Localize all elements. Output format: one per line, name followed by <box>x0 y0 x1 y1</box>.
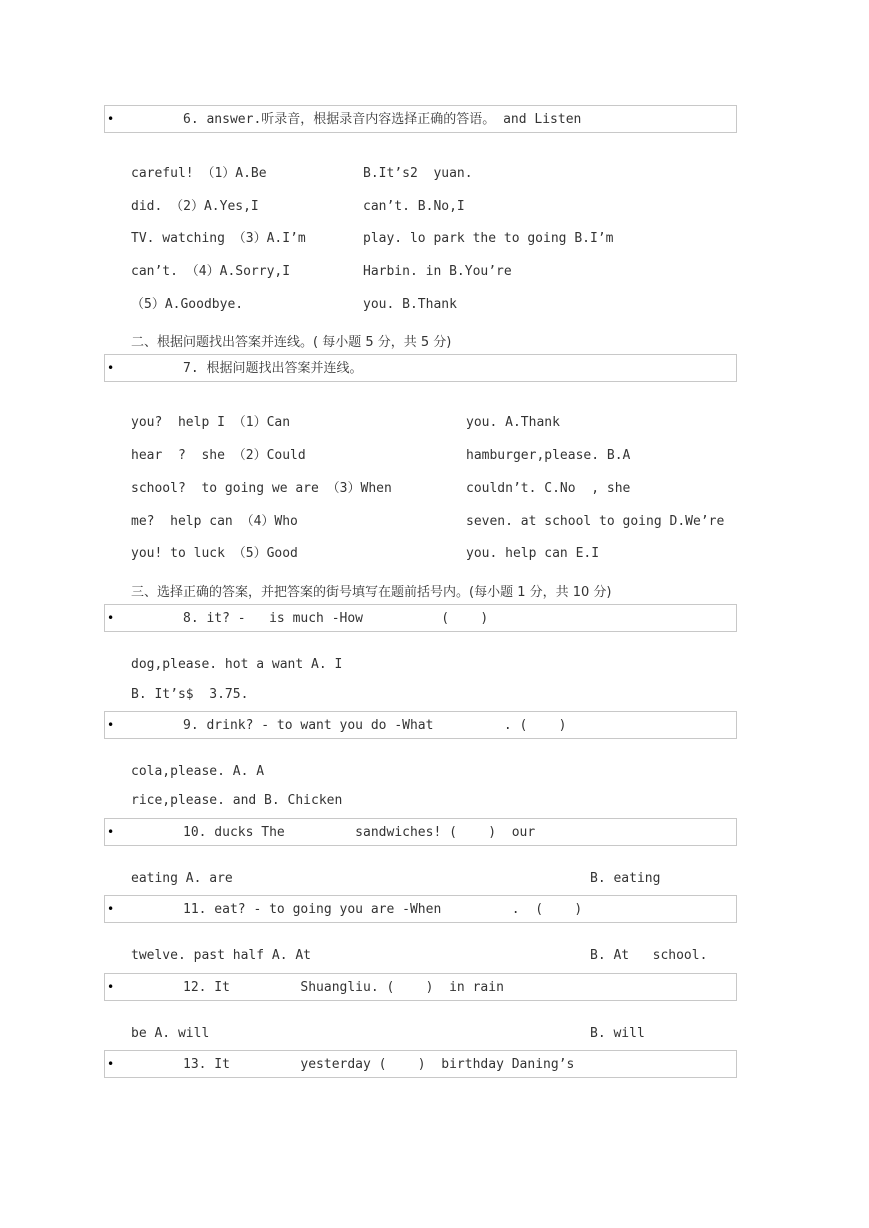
q6-row-5-right: you. B.Thank <box>363 297 457 312</box>
q12-option-b: B. will <box>590 1026 645 1041</box>
question-13-text: 13. It yesterday ( ) birthday Daning’s <box>183 1057 575 1072</box>
section-3-heading: 三、选择正确的答案，并把答案的街号填写在题前括号内。(每小题 1 分，共 10 分) <box>131 585 612 600</box>
section-2-heading: 二、根据问题找出答案并连线。( 每小题 5 分，共 5 分) <box>131 335 452 350</box>
q7-row-4-left: me? help can （4）Who <box>131 514 298 529</box>
q8-option-a: dog,please. hot a want A. I <box>131 657 343 672</box>
q7-row-1-left: you? help I （1）Can <box>131 415 291 430</box>
q10-option-a: eating A. are <box>131 871 233 886</box>
q7-row-1-right: you. A.Thank <box>466 415 560 430</box>
question-6-box <box>104 105 737 133</box>
bullet-icon: • <box>107 112 115 126</box>
q11-option-a: twelve. past half A. At <box>131 948 312 963</box>
q6-row-2-left: did. （2）A.Yes,I <box>131 199 259 214</box>
bullet-icon: • <box>107 1057 115 1071</box>
q7-row-2-left: hear ? she （2）Could <box>131 448 306 463</box>
q12-option-a: be A. will <box>131 1026 210 1041</box>
question-8-box <box>104 604 737 632</box>
q9-option-b: rice,please. and B. Chicken <box>131 793 343 808</box>
bullet-icon: • <box>107 980 115 994</box>
q6-row-3-left: TV. watching （3）A.I’m <box>131 231 306 246</box>
question-12-text: 12. It Shuangliu. ( ) in rain <box>183 980 504 995</box>
q6-row-2-right: can’t. B.No,I <box>363 199 465 214</box>
bullet-icon: • <box>107 611 115 625</box>
question-7-text: 7. 根据问题找出答案并连线。 <box>183 361 363 376</box>
q6-row-1-left: careful! （1）A.Be <box>131 166 267 181</box>
q10-option-b: B. eating <box>590 871 661 886</box>
question-9-box <box>104 711 737 739</box>
bullet-icon: • <box>107 902 115 916</box>
q9-option-a: cola,please. A. A <box>131 764 265 779</box>
bullet-icon: • <box>107 718 115 732</box>
bullet-icon: • <box>107 361 115 375</box>
question-11-text: 11. eat? - to going you are -When . ( ) <box>183 902 583 917</box>
question-11-box <box>104 895 737 923</box>
q8-option-b: B. It’s$ 3.75. <box>131 687 249 702</box>
question-10-box <box>104 818 737 846</box>
q6-row-4-left: can’t. （4）A.Sorry,I <box>131 264 291 279</box>
question-10-text: 10. ducks The sandwiches! ( ) our <box>183 825 536 840</box>
q7-row-5-right: you. help can E.I <box>466 546 600 561</box>
bullet-icon: • <box>107 825 115 839</box>
q7-row-4-right: seven. at school to going D.We’re <box>466 514 725 529</box>
question-8-text: 8. it? - is much -How ( ) <box>183 611 489 626</box>
question-7-box <box>104 354 737 382</box>
q7-row-5-left: you! to luck （5）Good <box>131 546 298 561</box>
question-12-box <box>104 973 737 1001</box>
q7-row-3-right: couldn’t. C.No , she <box>466 481 631 496</box>
q11-option-b: B. At school. <box>590 948 708 963</box>
q6-row-4-right: Harbin. in B.You’re <box>363 264 512 279</box>
question-6-text: 6. answer.听录音，根据录音内容选择正确的答语。 and Listen <box>183 112 582 127</box>
q7-row-3-left: school? to going we are （3）When <box>131 481 392 496</box>
question-9-text: 9. drink? - to want you do -What . ( ) <box>183 718 567 733</box>
question-13-box <box>104 1050 737 1078</box>
q6-row-3-right: play. lo park the to going B.I’m <box>363 231 614 246</box>
q6-row-1-right: B.It’s2 yuan. <box>363 166 473 181</box>
q6-row-5-left: （5）A.Goodbye. <box>131 297 244 312</box>
q7-row-2-right: hamburger,please. B.A <box>466 448 631 463</box>
